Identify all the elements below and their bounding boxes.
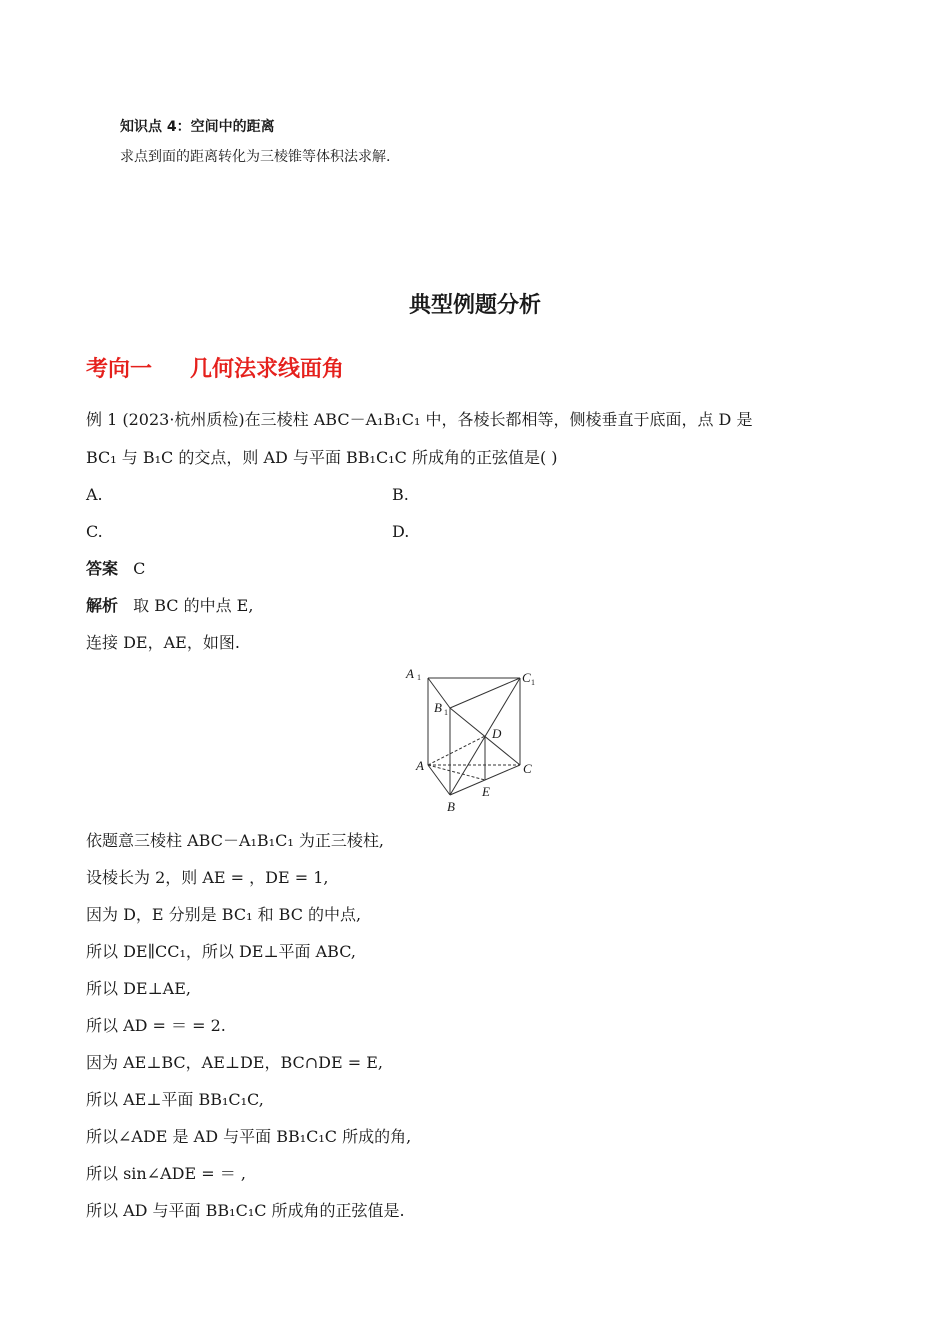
label-b: B — [447, 799, 455, 814]
edge-b1c1 — [450, 678, 520, 708]
step-line: 所以 sin∠ADE = ＝ , — [86, 1164, 246, 1183]
prism-figure — [400, 660, 550, 818]
direction-title: 几何法求线面角 — [190, 357, 345, 382]
step-line: 所以∠ADE 是 AD 与平面 BB₁C₁C 所成的角, — [86, 1127, 412, 1146]
label-a: A — [416, 758, 424, 773]
analysis-row — [86, 594, 253, 618]
analysis-label: 解析 — [86, 596, 119, 615]
label-c1: C — [522, 670, 531, 685]
label-b1: B — [434, 700, 442, 715]
step-line: 所以 AD 与平面 BB₁C₁C 所成角的正弦值是. — [86, 1201, 405, 1220]
knowledge-point-text: 求点到面的距离转化为三棱锥等体积法求解. — [120, 149, 391, 165]
edge-ab — [428, 765, 450, 795]
knowledge-point-title: 知识点 4：空间中的距离 — [120, 119, 275, 135]
seg-ae — [428, 765, 485, 780]
step-line: 所以 DE∥CC₁，所以 DE⊥平面 ABC, — [86, 942, 356, 961]
label-a1-sub: 1 — [417, 673, 421, 682]
step-line: 所以 DE⊥AE, — [86, 979, 191, 998]
label-a1: A — [406, 666, 414, 681]
step-line: 设棱长为 2，则 AE = ，DE = 1, — [86, 868, 329, 887]
option-c: C. — [86, 522, 103, 541]
section-title: 典型例题分析 — [408, 293, 541, 318]
label-c1-sub: 1 — [531, 678, 535, 687]
answer-row — [86, 557, 145, 581]
answer-label: 答案 — [86, 559, 119, 578]
label-b1-sub: 1 — [444, 708, 448, 717]
step-line: 因为 AE⊥BC，AE⊥DE，BC∩DE = E, — [86, 1053, 384, 1072]
direction-heading — [86, 352, 344, 383]
answer-value: C — [133, 559, 146, 578]
analysis-first: 取 BC 的中点 E, — [133, 596, 254, 615]
option-b: B. — [392, 485, 409, 504]
step-line: 依题意三棱柱 ABC－A₁B₁C₁ 为正三棱柱, — [86, 831, 384, 850]
label-d: D — [492, 726, 502, 741]
example-line-2: BC₁ 与 B₁C 的交点，则 AD 与平面 BB₁C₁C 所成角的正弦值是( ) — [86, 448, 558, 467]
step-line: 所以 AD = ＝ = 2. — [86, 1016, 226, 1035]
step-line: 所以 AE⊥平面 BB₁C₁C, — [86, 1090, 264, 1109]
option-d: D. — [392, 522, 410, 541]
label-e: E — [482, 784, 490, 799]
example-line-1: 例 1 (2023·杭州质检)在三棱柱 ABC－A₁B₁C₁ 中，各棱长都相等，侧棱垂直于底面，点 D 是 — [86, 410, 753, 429]
option-a: A. — [86, 485, 103, 504]
label-c: C — [523, 761, 532, 776]
analysis-second: 连接 DE，AE，如图. — [86, 633, 240, 652]
step-line: 因为 D，E 分别是 BC₁ 和 BC 的中点, — [86, 905, 362, 924]
direction-label: 考向一 — [86, 357, 153, 382]
